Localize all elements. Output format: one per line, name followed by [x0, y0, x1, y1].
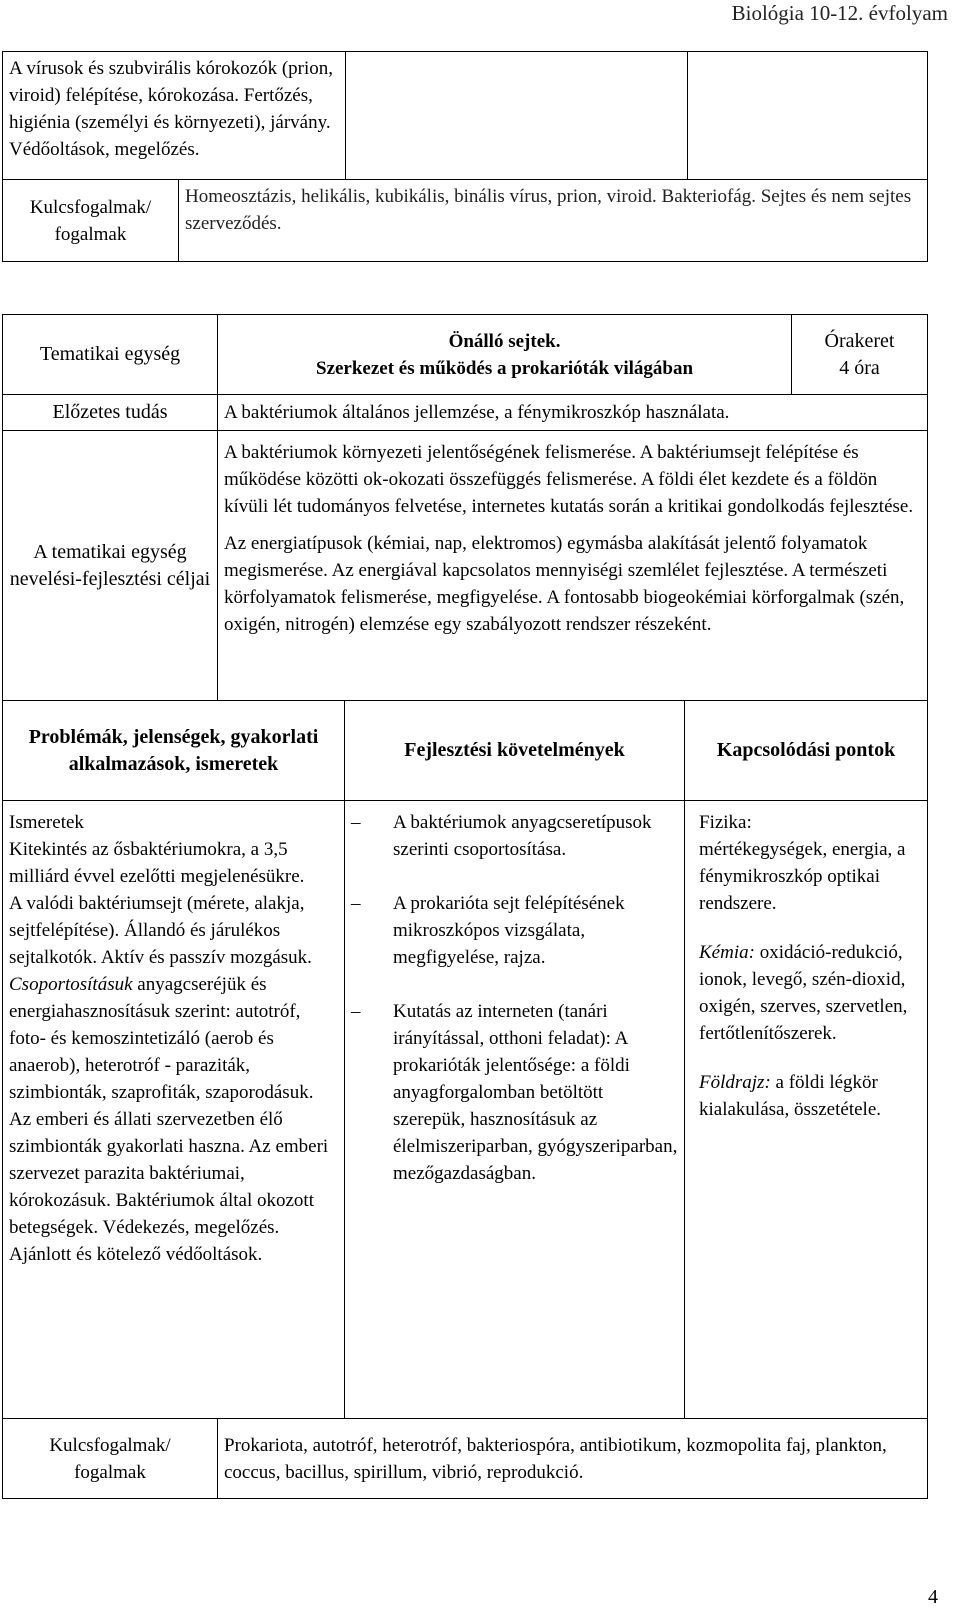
unit-label: Tematikai egység: [39, 343, 181, 365]
hours-label: Órakeret: [824, 329, 895, 352]
col2-header-cell: [345, 701, 685, 801]
keyconcepts-text: Homeosztázis, helikális, kubikális, binális vírus, prion, viroid. Bakteriofág. Sejtes és nem sejtes szerveződés.: [185, 186, 912, 234]
keyconcepts-label-cell: [3, 180, 179, 262]
unit-title-line1: Önálló sejtek.: [448, 330, 561, 352]
requirement-item-2: – A prokarióta sejt felépítésének mikroszkópos vizsgálata, megfigyelése, rajza.: [351, 890, 678, 971]
unit-title-line2: Szerkezet és működés a prokarióták világában: [316, 357, 694, 379]
col3-chem-text: oxidáció-redukció, ionok, levegő, szén-dioxid, oxigén, szerves, szervetlen, fertőtlenítőszerek.: [699, 942, 908, 1044]
goals-label: A tematikai egység nevelési-fejlesztési céljai: [9, 540, 211, 590]
goals-label-cell: [3, 431, 218, 701]
col3-header: Kapcsolódási pontok: [716, 739, 896, 761]
keyconcepts2-label-1: Kulcsfogalmak/: [49, 1434, 171, 1456]
col1-grouping-text: anyagcseréjük és energiahasznosításuk szerint: autotróf, foto- és kemoszintetizáló (aerob és anaerob), heterotróf - paraziták, szimbionták, szaprofiták, szaporodásuk.: [9, 974, 314, 1103]
keyconcepts-label-2: fogalmak: [54, 224, 127, 245]
keyconcepts2-text: Prokariota, autotróf, heterotróf, bakteriospóra, antibiotikum, kozmopolita faj, plankton, coccus, bacillus, spirillum, vibrió, reprodukció.: [224, 1434, 887, 1483]
requirement-item-3: – Kutatás az interneten (tanári irányítással, otthoni feladat): A prokarióták jelentősége: a földi anyagforgalomban betöltött szerepük, hasznosításuk az élelmiszeriparban, gyógyszeriparban, mezőgazdaságban.: [351, 998, 678, 1187]
requirements-list: [351, 809, 678, 1187]
prior-text-cell: [218, 395, 928, 431]
page-number: 4: [928, 1586, 938, 1608]
unit-title-cell: [218, 315, 792, 395]
hours-value: 4 óra: [839, 356, 880, 379]
prior-label: Előzetes tudás: [52, 401, 168, 423]
prior-label-cell: [3, 395, 218, 431]
keyconcepts2-label-2: fogalmak: [74, 1461, 146, 1483]
keyconcepts-label-1: Kulcsfogalmak/: [29, 197, 152, 218]
col3-header-cell: [685, 701, 928, 801]
virus-content-text: A vírusok és szubvirális kórokozók (prion, viroid) felépítése, kórokozása. Fertőzés, higiénia (személyi és környezeti), járvány. Védőoltások, megelőzés.: [9, 58, 334, 160]
empty-cell-1: [346, 52, 688, 180]
content-cell: [3, 52, 346, 180]
col1-heading: Ismeretek: [9, 812, 84, 833]
table-prokaryote-unit: [2, 314, 928, 1499]
col1-line-5: Az emberi és állati szervezetben élő szimbionták gyakorlati haszna. Az emberi szervezet parazita baktériumai, kórokozásuk. Baktériumok által okozott betegségek. Védekezés, megelőzés. Ajánlott és kötelező védőoltások.: [9, 1109, 329, 1265]
col3-geography: [699, 1069, 921, 1123]
col3-content-cell: [685, 801, 928, 1419]
empty-cell-2: [688, 52, 928, 180]
col3-physics-label: Fizika:: [699, 812, 752, 833]
prior-text: A baktériumok általános jellemzése, a fénymikroszkóp használata.: [224, 402, 730, 423]
unit-label-cell: [3, 315, 218, 395]
col1-line-3: A valódi baktériumsejt (mérete, alakja, sejtfelépítése). Állandó és járulékos sejtalkotók. Aktív és passzív mozgásuk.: [9, 893, 312, 968]
col3-chemistry: [699, 939, 921, 1047]
col1-header-cell: [3, 701, 345, 801]
goals-paragraph-1: A baktériumok környezeti jelentőségének felismerése. A baktériumsejt felépítése és működése közötti ok-okozati összefüggés felismerése. A földi élet kezdete és a földön kívüli lét tudományos felvetése, internetes kutatás során a kritikai gondolkodás fejlesztése.: [224, 442, 914, 517]
keyconcepts-text-cell: [179, 180, 928, 262]
col3-chem-label: Kémia:: [699, 942, 755, 963]
keyconcepts2-label-cell: [3, 1419, 218, 1499]
col1-content-cell: [3, 801, 345, 1419]
col2-content-cell: [345, 801, 685, 1419]
col1-line-2: Kitekintés az ősbaktériumokra, a 3,5 milliárd évvel ezelőtti megjelenésükre.: [9, 839, 305, 887]
col1-header: Problémák, jelenségek, gyakorlati alkalmazások, ismeretek: [28, 725, 319, 775]
hours-cell: [792, 315, 928, 395]
goals-paragraph-2: Az energiatípusok (kémiai, nap, elektromos) egymásba alakítását jelentő folyamatok megismerése. Az energiával kapcsolatos mennyiségi szemlélet fejlesztése. A természeti körfolyamatok felismerése, megfigyelése. A fontosabb biogeokémiai körforgalmak (szén, oxigén, nitrogén) elemzése egy szabályozott rendszer részeként.: [224, 533, 905, 635]
table-virus-section: [2, 51, 928, 262]
requirement-item-1: – A baktériumok anyagcseretípusok szerinti csoportosítása.: [351, 809, 678, 863]
col1-grouping-italic: Csoportosításuk: [9, 974, 133, 995]
col3-physics: [699, 809, 921, 917]
col3-geo-label: Földrajz:: [699, 1072, 771, 1093]
goals-text-cell: [218, 431, 928, 701]
col3-geo-text: a földi légkör kialakulása, összetétele.: [699, 1072, 882, 1120]
col3-physics-text: mértékegységek, energia, a fénymikroszkóp optikai rendszere.: [699, 839, 906, 914]
keyconcepts2-text-cell: [218, 1419, 928, 1499]
col2-header: Fejlesztési követelmények: [404, 739, 625, 761]
col1-grouping: [9, 971, 338, 1106]
page-header-title: Biológia 10-12. évfolyam: [731, 1, 948, 25]
